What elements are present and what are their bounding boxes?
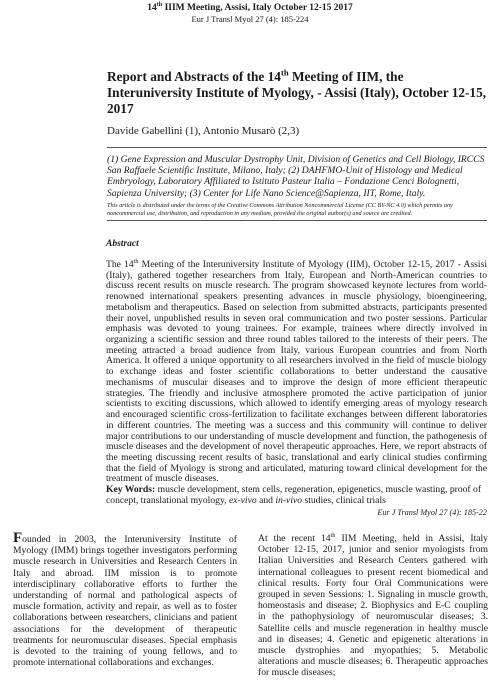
abstract-section xyxy=(106,238,487,518)
affiliations: (1) Gene Expression and Muscular Dystrophy Unit, Division of Genetics and Cell Biology, IRCCS San Raffaele Scientific Institute, Milano, Italy; (2) DAHFMO-Unit of Histology and Medical Embryology, Laboratory Affiliated to Istituto Pasteur Italia – Fondazione Cenci Bolognetti, Sapienza University; (3) Center for Life Nano Science@Sapienza, IIT, Rome, Italy. xyxy=(107,154,485,199)
running-head xyxy=(0,3,500,25)
keywords-label: Key Words: xyxy=(106,484,156,496)
abstract-citation: Eur J Transl Myol 27 (4): 185-22 xyxy=(377,507,487,517)
abstract-heading: Abstract xyxy=(106,239,139,249)
running-head-citation: Eur J Transl Myol 27 (4): 185-224 xyxy=(191,14,309,24)
body-column-left: Founded in 2003, the Interuniversity Institute of Myology (IMM) brings together investigators performing muscle research in Universities and Research Centers in Italy and abroad. IIM mission is to promote interdisciplinary collaborative efforts to further the understanding of normal and pathological aspects of muscle formation, activity and repair, as well as to foster collaborations between researchers, clinicians and patient associations for the development of therapeutic treatments for neuromuscular diseases. Special emphasis is devoted to the training of young fellows, and to promote international collaborations and exchanges. xyxy=(13,530,237,669)
divider xyxy=(107,147,487,148)
author-list: Davide Gabellini (1), Antonio Musarò (2,3) xyxy=(107,125,300,137)
article-title: Report and Abstracts of the 14th Meeting of IIM, the Interuniversity Institute of Myology, - Assisi (Italy), October 12-15, 2017 xyxy=(107,67,487,116)
divider xyxy=(107,220,487,221)
abstract-text: The 14th Meeting of the Interuniversity Institute of Myology (IIM), October 12-15, 2017 - Assisi (Italy), gathered together researchers from Italy, European and North-American countries to discuss recent results on muscle research. The program showcased keynote lectures from world-renowned international speakers presenting advances in muscle physiology, bioengineering, metabolism and therapeutics. Based on selection from submitted abstracts, participants presented their novel, unpublished results in seven oral communication and two poster sessions. Particular emphasis was devoted to young trainees. For example, trainees where directly involved in organizing a scientific session and three round tables tailored to the interests of their peers. The meeting attracted a broad audience from Italy, various European countries and from North America. It offered a unique opportunity to all researchers involved in the field of muscle biology to exchange ideas and foster scientific collaborations to better understand the causative mechanisms of muscular diseases and to improve the design of more efficient therapeutic strategies. The friendly and inclusive atmosphere promoted the active participation of junior scientists to exciting discussions, which allowed to identify emerging areas of myology research and encouraged scientific cross-fertilization to facilitate exchanges between different laboratories in different countries. The meeting was a success and this community will continue to deliver major contributions to our understanding of muscle development and function, the pathogenesis of muscle diseases and the development of novel therapeutic approaches. Here, we report abstracts of the meeting discussing recent results of basic, translational and early clinical studies confirming that the field of Myology is strong and articulated, maturing toward clinical development for the treatment of muscle diseases. xyxy=(106,257,487,485)
license-note: This article is distributed under the terms of the Creative Commons Attribution Noncommercial License (CC BY-NC 4.0) which permits any noncommercial use, distribution, and reproduction in any medium, provided the original author(s) and source are credited. xyxy=(107,201,453,217)
title-block xyxy=(107,69,487,221)
body-column-right: At the recent 14th IIM Meeting, held in Assisi, Italy October 12-15, 2017, junior and senior myologists from Italian Universities and Research Centers gathered with international colleagues to present recent biomedical and clinical results. Forty four Oral Communications were grouped in seven Sessions: 1. Signaling in muscle growth, homeostasis and disease; 2. Biophysics and E-C coupling in the pathophysiology of neuromuscular diseases; 3. Satellite cells and muscle regeneration in healthy muscle and in diseases; 4. Genetic and epigenetic alterations in muscle dystrophies and myopathies; 5. Metabolic alterations and muscle diseases; 6. Therapeutic approaches for muscle diseases; xyxy=(258,531,488,679)
running-head-title: 14th IIIM Meeting, Assisi, Italy October 12-15 2017 xyxy=(147,1,353,13)
keywords: Key Words: muscle development, stem cells, regeneration, epigenetics, muscle wasting, proof of concept, translational myology, ex-vivo and in-vivo studies, clinical trials xyxy=(106,484,482,506)
drop-cap: F xyxy=(13,530,23,546)
